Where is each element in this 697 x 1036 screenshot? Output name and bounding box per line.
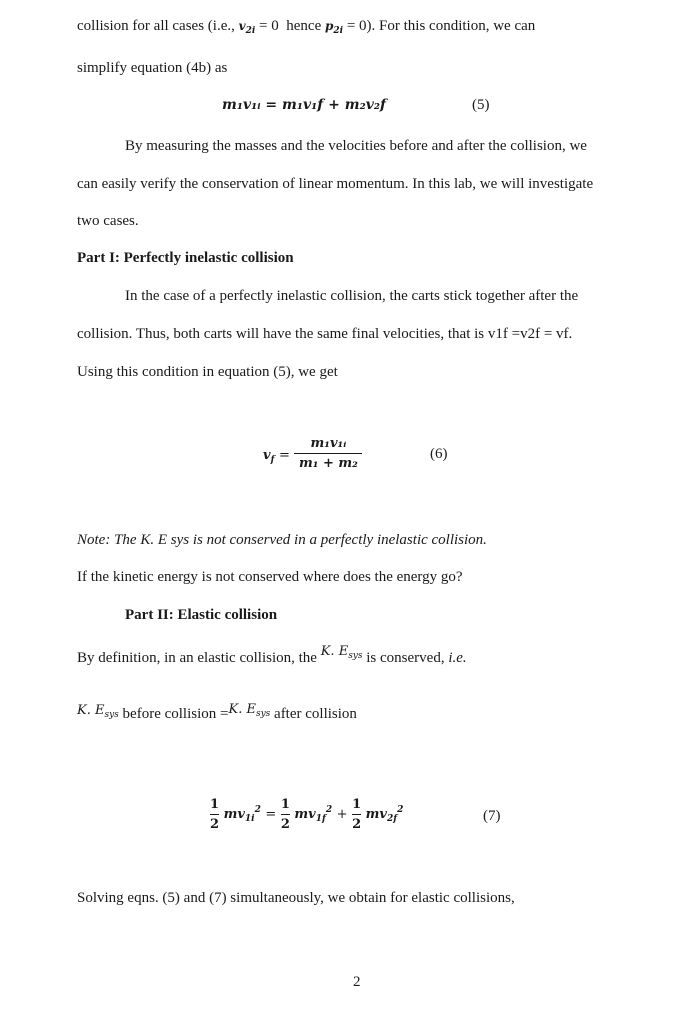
hence-word: hence <box>286 18 322 34</box>
equation-7: $\frac{1}{2}$ $mv_{1i}^2$ = $\frac{1}{2}$ $mv_{1f}^2$ + $\frac{1}{2}$ $mv_{2f}^2$ <box>210 797 404 832</box>
equation-7-number: (7) <box>483 808 501 824</box>
equation-6: $v_f$ = $\frac{\text{m₁v₁ᵢ}}{\text{m₁ + m₂}}$ <box>263 438 362 473</box>
p2i-symbol: $p_{2i}$ <box>325 19 344 36</box>
equation-6-number: (6) <box>430 446 448 462</box>
equals-zero-a: = 0 <box>259 18 279 34</box>
line1-end: ). For this condition, we can <box>366 18 536 34</box>
equation-5: m₁v₁ᵢ = m₁v₁f + m₂v₂f <box>222 97 386 113</box>
part-1-heading: Part I: Perfectly inelastic collision <box>77 250 294 266</box>
text-line-11: Solving eqns. (5) and (7) simultaneously, we obtain for elastic collisions, <box>77 890 515 906</box>
text-line-8: Using this condition in equation (5), we get <box>77 364 338 380</box>
note-text: Note: The K. E sys is not conserved in a perfectly inelastic collision. <box>77 532 487 548</box>
part-2-heading: Part II: Elastic collision <box>125 607 278 623</box>
v2i-symbol: $v_{2i}$ <box>238 19 256 36</box>
ke-sys-after: K. $E_{sys}$ <box>228 702 271 719</box>
text-line-9: By definition, in an elastic collision, the K. $E_{sys}$ is conserved, i.e. <box>77 644 467 666</box>
text-line-7: collision. Thus, both carts will have the same final velocities, that is v1f =v2f = vf. <box>77 326 573 342</box>
equals-zero-b: = 0 <box>346 18 367 34</box>
text-line-3: By measuring the masses and the velocities before and after the collision, we <box>125 138 587 154</box>
text-line-5: two cases. <box>77 213 139 229</box>
page-number: 2 <box>353 974 361 990</box>
ke-sys-symbol: K. $E_{sys}$ <box>320 644 363 661</box>
text-line-10: K. $E_{sys}$ before collision =K. $E_{sys}$ after collision <box>77 702 357 722</box>
equation-5-number: (5) <box>472 97 490 113</box>
text-line-2: simplify equation (4b) as <box>77 60 228 76</box>
equation-6-denominator: m₁ + m₂ <box>298 456 358 471</box>
text-line-4: can easily verify the conservation of linear momentum. In this lab, we will investigate <box>77 176 594 192</box>
question-text: If the kinetic energy is not conserved where does the energy go? <box>77 569 463 585</box>
ke-sys-before: K. $E_{sys}$ <box>77 703 119 720</box>
equation-6-numerator: m₁v₁ᵢ <box>310 436 347 451</box>
line1-start: collision for all cases (i.e., <box>77 18 235 34</box>
text-line-6: In the case of a perfectly inelastic collision, the carts stick together after the <box>125 288 579 304</box>
text-line-1 <box>77 18 535 36</box>
